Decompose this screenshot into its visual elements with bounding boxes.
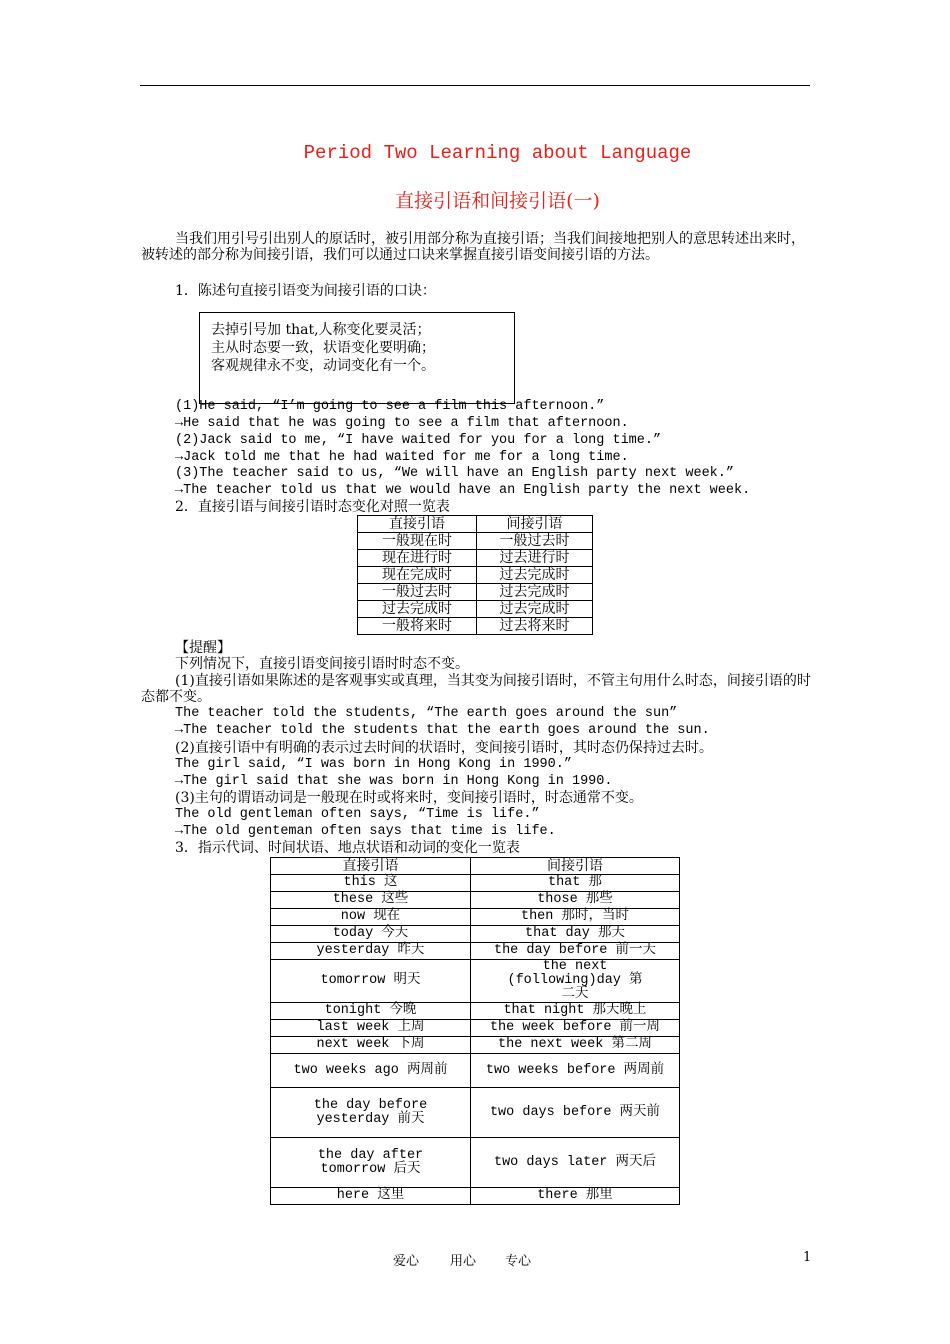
table-cell: the week before 前一周 — [471, 1020, 680, 1037]
table-row — [358, 533, 593, 550]
table-header: 直接引语 — [358, 516, 477, 533]
table-cell: now 现在 — [271, 909, 471, 926]
reminder-title: 【提醒】 — [175, 640, 231, 656]
footer-motto-3: 专心 — [505, 1254, 532, 1269]
table-cell: the day before yesterday 前天 — [271, 1088, 471, 1138]
table-cell: the next (following)day 第二天 — [471, 960, 680, 1003]
table-row — [271, 1020, 680, 1037]
table-row — [358, 584, 593, 601]
reminder-intro: 下列情况下，直接引语变间接引语时时态不变。 — [175, 656, 469, 672]
example-line: →Jack told me that he had waited for me for a long time. — [175, 450, 629, 465]
title-chinese: 直接引语和间接引语(一) — [395, 190, 600, 212]
footer-motto-1: 爱心 — [393, 1254, 420, 1269]
table-cell: yesterday 昨天 — [271, 943, 471, 960]
example-line: The girl said, “I was born in Hong Kong in 1990.” — [175, 757, 572, 772]
table-cell: the day before 前一天 — [471, 943, 680, 960]
table-cell: 过去完成时 — [358, 601, 477, 618]
table-row — [358, 567, 593, 584]
example-line: The teacher told the students, “The earth goes around the sun” — [175, 706, 678, 721]
table-cell: 一般将来时 — [358, 618, 477, 635]
header-rule — [140, 85, 810, 86]
table-cell: that night 那天晚上 — [471, 1003, 680, 1020]
table-cell: two days later 两天后 — [471, 1138, 680, 1188]
table-row — [271, 1037, 680, 1054]
table-row — [358, 601, 593, 618]
reminder-3: (3)主句的谓语动词是一般现在时或将来时，变间接引语时，时态通常不变。 — [175, 790, 643, 806]
table-cell: 过去将来时 — [477, 618, 593, 635]
section2-heading: 2．直接引语与间接引语时态变化对照一览表 — [175, 499, 450, 515]
table-row — [271, 909, 680, 926]
table-cell: 过去完成时 — [477, 567, 593, 584]
table-cell: here 这里 — [271, 1188, 471, 1205]
table-cell: next week 下周 — [271, 1037, 471, 1054]
table-cell: 过去完成时 — [477, 584, 593, 601]
table-cell: tonight 今晚 — [271, 1003, 471, 1020]
footer-motto-2: 用心 — [450, 1254, 477, 1269]
table-cell: tomorrow 明天 — [271, 960, 471, 1003]
rhyme-line: 客观规律永不变，动词变化有一个。 — [211, 358, 435, 374]
table-row — [271, 960, 680, 1003]
table-cell: two weeks ago 两周前 — [271, 1054, 471, 1088]
table-cell: 现在完成时 — [358, 567, 477, 584]
word-change-table — [270, 857, 680, 1205]
example-line: (1)He said, “I’m going to see a film this afternoon.” — [175, 399, 605, 414]
example-line: →The teacher told us that we would have an English party the next week. — [175, 483, 751, 498]
table-cell: today 今天 — [271, 926, 471, 943]
section3-heading: 3．指示代词、时间状语、地点状语和动词的变化一览表 — [175, 840, 520, 856]
table-cell: 过去完成时 — [477, 601, 593, 618]
table-cell: that day 那天 — [471, 926, 680, 943]
table-row — [271, 926, 680, 943]
table-row — [271, 1138, 680, 1188]
table-header: 直接引语 — [271, 858, 471, 875]
table-cell: 一般过去时 — [358, 584, 477, 601]
title-english: Period Two Learning about Language — [303, 142, 692, 164]
rhyme-box — [199, 312, 515, 404]
table-row — [271, 1003, 680, 1020]
table-row — [271, 943, 680, 960]
table-cell: this 这 — [271, 875, 471, 892]
table-cell: two days before 两天前 — [471, 1088, 680, 1138]
table-cell: then 那时，当时 — [471, 909, 680, 926]
rhyme-line: 主从时态要一致，状语变化要明确； — [211, 340, 435, 356]
example-line: (3)The teacher said to us, “We will have an English party next week.” — [175, 466, 734, 481]
section1-heading: 1．陈述句直接引语变为间接引语的口诀： — [175, 283, 436, 299]
example-line: →The old genteman often says that time is life. — [175, 824, 556, 839]
table-cell: two weeks before 两周前 — [471, 1054, 680, 1088]
table-cell: 一般现在时 — [358, 533, 477, 550]
table-header-row — [271, 858, 680, 875]
table-row — [271, 875, 680, 892]
table-row — [271, 1054, 680, 1088]
example-line: →The girl said that she was born in Hong Kong in 1990. — [175, 774, 613, 789]
reminder-1: (1)直接引语如果陈述的是客观事实或真理，当其变为间接引语时，不管主句用什么时态，间接引语的时态都不变。 — [141, 673, 811, 705]
table-header: 间接引语 — [471, 858, 680, 875]
table-header-row — [358, 516, 593, 533]
table-cell: those 那些 — [471, 892, 680, 909]
table-cell: there 那里 — [471, 1188, 680, 1205]
example-line: →He said that he was going to see a film that afternoon. — [175, 416, 629, 431]
table-row — [358, 550, 593, 567]
tense-table — [357, 515, 593, 635]
example-line: →The teacher told the students that the earth goes around the sun. — [175, 723, 710, 738]
table-row — [358, 618, 593, 635]
table-cell: the day after tomorrow 后天 — [271, 1138, 471, 1188]
page-number: 1 — [803, 1250, 812, 1265]
reminder-2: (2)直接引语中有明确的表示过去时间的状语时，变间接引语时，其时态仍保持过去时。 — [175, 740, 713, 756]
table-cell: 过去进行时 — [477, 550, 593, 567]
table-row — [271, 1188, 680, 1205]
table-row — [271, 892, 680, 909]
table-cell: the next week 第二周 — [471, 1037, 680, 1054]
example-line: The old gentleman often says, “Time is life.” — [175, 807, 540, 822]
table-cell: that 那 — [471, 875, 680, 892]
table-cell: 现在进行时 — [358, 550, 477, 567]
table-cell: last week 上周 — [271, 1020, 471, 1037]
table-header: 间接引语 — [477, 516, 593, 533]
rhyme-line: 去掉引号加 that,人称变化要灵活； — [211, 322, 431, 338]
table-row — [271, 1088, 680, 1138]
table-cell: 一般过去时 — [477, 533, 593, 550]
table-cell: these 这些 — [271, 892, 471, 909]
intro-paragraph: 当我们用引号引出别人的原话时，被引用部分称为直接引语；当我们间接地把别人的意思转述出来时，被转述的部分称为间接引语，我们可以通过口诀来掌握直接引语变间接引语的方法。 — [141, 231, 805, 263]
example-line: (2)Jack said to me, “I have waited for you for a long time.” — [175, 433, 662, 448]
